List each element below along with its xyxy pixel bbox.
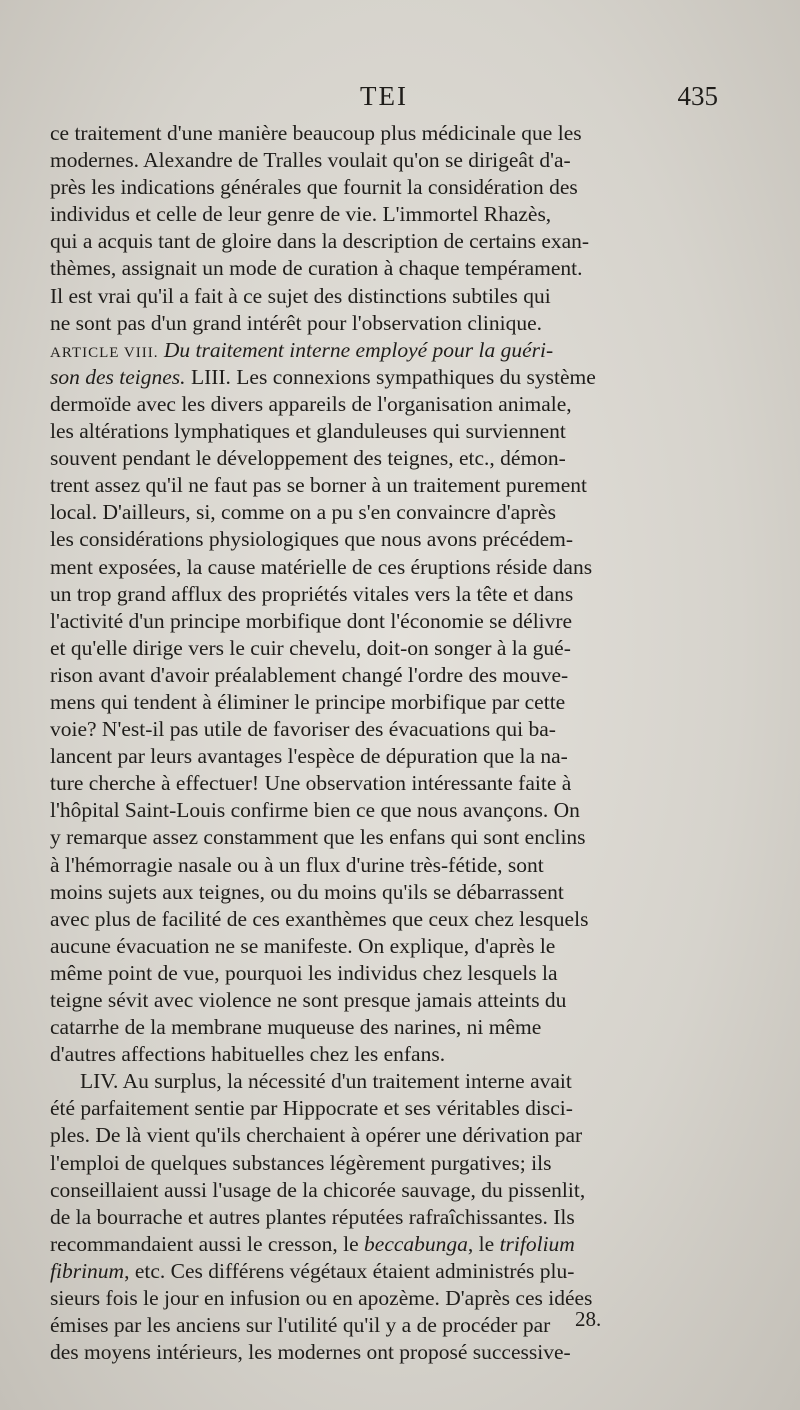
text-line: un trop grand afflux des propriétés vitales vers la tête et dans [50,581,574,606]
text-line: sieurs fois le jour en infusion ou en apozème. D'après ces idées [50,1286,593,1311]
text-line: qui a acquis tant de gloire dans la description de certains exan- [50,229,590,254]
text-line: aucune évacuation ne se manifeste. On explique, d'après le [50,933,556,958]
text-line: trent assez qu'il ne faut pas se borner à un traitement purement [50,473,587,498]
text-line: voie? N'est-il pas utile de favoriser des évacuations qui ba- [50,717,556,742]
text-line: individus et celle de leur genre de vie. L'immortel Rhazès, [50,202,552,227]
text-line: Il est vrai qu'il a fait à ce sujet des distinctions subtiles qui [50,283,551,308]
text-line: l'hôpital Saint-Louis confirme bien ce que nous avançons. On [50,798,580,823]
text-line: dermoïde avec les divers appareils de l'organisation animale, [50,391,572,416]
text-line: l'activité d'un principe morbifique dont l'économie se délivre [50,608,573,633]
text-line: avec plus de facilité de ces exanthèmes que ceux chez lesquels [50,906,589,931]
section-54-start: LIV. Au surplus, la nécessité d'un traitement interne avait [80,1069,572,1094]
text-line: conseillaient aussi l'usage de la chicorée sauvage, du pissenlit, [50,1177,586,1202]
text-line: local. D'ailleurs, si, comme on a pu s'en convaincre d'après [50,500,556,525]
text-line: ne sont pas d'un grand intérêt pour l'observation clinique. [50,310,542,335]
text-line: modernes. Alexandre de Tralles voulait qu'on se dirigeât d'a- [50,148,571,173]
text-line: lancent par leurs avantages l'espèce de dépuration que la na- [50,744,568,769]
text-line: ture cherche à effectuer! Une observation intéressante faite à [50,771,572,796]
text-line: teigne sévit avec violence ne sont presque jamais atteints du [50,988,567,1012]
text-line: et qu'elle dirige vers le cuir chevelu, doit-on songer à la gué- [50,635,571,660]
text-line: ples. De là vient qu'ils cherchaient à opérer une dérivation par [50,1123,583,1148]
text-line: été parfaitement sentie par Hippocrate et ses véritables disci- [50,1096,573,1121]
text-line: l'emploi de quelques substances légèrement purgatives; ils [50,1150,552,1175]
page-header [50,81,718,115]
text-line: émises par les anciens sur l'utilité qu'il y a de procéder par [50,1313,551,1338]
article-heading-line-2 [50,364,720,391]
text-line: moins sujets aux teignes, ou du moins qu'ils se débarrassent [50,879,564,904]
text-line: les altérations lymphatiques et glanduleuses qui surviennent [50,419,566,444]
text-line: thèmes, assignait un mode de curation à chaque tempérament. [50,256,583,281]
running-head: TEI [360,81,408,111]
text-body [50,120,720,1366]
text-line: près les indications générales que fournit la considération des [50,175,578,200]
text-line: catarrhe de la membrane muqueuse des narines, ni même [50,1015,542,1040]
text-line: ce traitement d'une manière beaucoup plus médicinale que les [50,121,582,145]
text-line: ment exposées, la cause matérielle de ces éruptions réside dans [50,554,593,579]
text-line: les considérations physiologiques que nous avons précédem- [50,527,574,552]
text-line: mens qui tendent à éliminer le principe morbifique par cette [50,689,566,714]
article-heading-line [50,337,720,364]
text-line: même point de vue, pourquoi les individus chez lesquels la [50,960,558,985]
text-line: souvent pendant le développement des teignes, etc., démon- [50,446,566,471]
text-line: recommandaient aussi le cresson, le beccabunga, le trifolium [50,1231,575,1256]
text-line: rison avant d'avoir préalablement changé l'ordre des mouve- [50,662,569,687]
text-line: des moyens intérieurs, les modernes ont proposé successive- [50,1340,571,1365]
text-line: à l'hémorragie nasale ou à un flux d'urine très-fétide, sont [50,852,544,877]
text-line: y remarque assez constamment que les enfans qui sont enclins [50,825,586,850]
text-line: fibrinum, etc. Ces différens végétaux étaient administrés plu- [50,1258,575,1283]
signature-mark: 28. [575,1307,602,1331]
article-title: Du traitement interne employé pour la guéri- [163,337,554,362]
section-53-start: LIII. Les connexions sympathiques du système [190,364,596,389]
article-label: ARTICLE VIII. [50,344,159,361]
article-title-end: son des teignes. [50,364,186,389]
text-line: de la bourrache et autres plantes réputées rafraîchissantes. Ils [50,1204,575,1229]
page-number: 435 [677,81,718,111]
text-line: d'autres affections habituelles chez les enfans. [50,1042,446,1067]
